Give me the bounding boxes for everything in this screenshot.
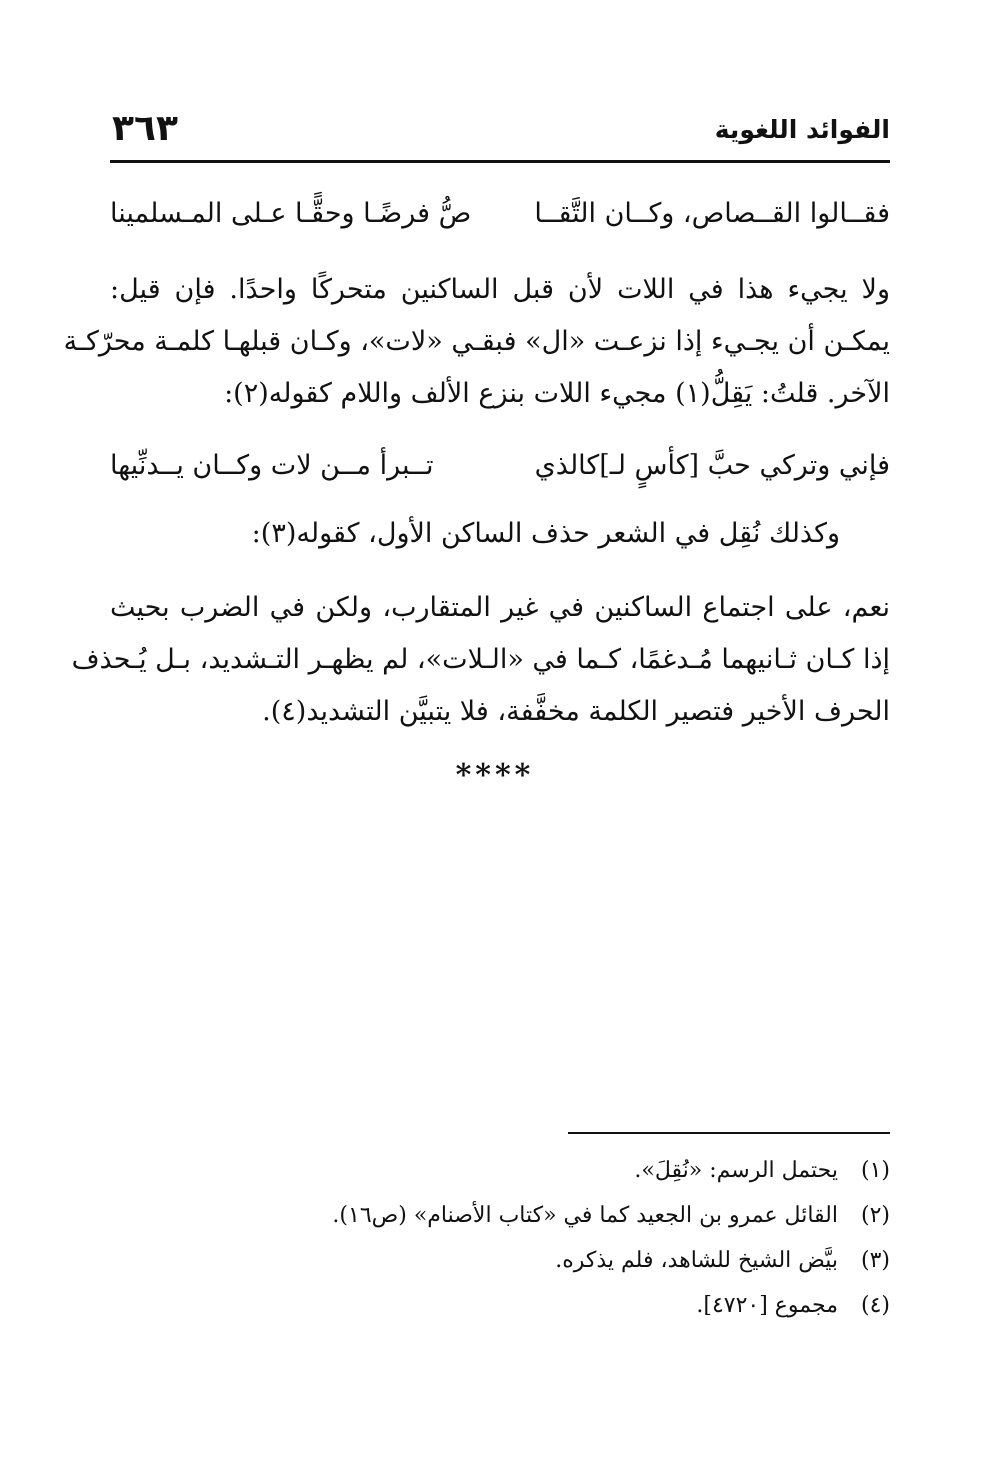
footnotes: [110, 1148, 890, 1328]
footnote-number: (١): [860, 1158, 890, 1183]
verse-1-first-hemistich: فقــالوا القــصاص، وكــان التَّقــا: [534, 197, 890, 229]
footnote-text: القائل عمرو بن الجعيد كما في «كتاب الأصنام» (ص١٦).: [332, 1203, 838, 1228]
verse-2: [110, 440, 890, 490]
running-title: الفوائد اللغوية: [714, 115, 890, 144]
footnote-number: (٢): [860, 1203, 890, 1228]
paragraph-3-line: الحرف الأخير فتصير الكلمة مخفَّفة، فلا يتبيَّن التشديد(٤).: [262, 696, 890, 727]
paragraph-3-line: إذا كـان ثـانيهما مُـدغمًا، كـما في «الـلات»، لم يظهـر التـشديد، بـل يُـحذف: [71, 644, 890, 675]
verse-2-second-hemistich: تــبرأ مــن لات وكــان يــدنِّيها: [110, 449, 434, 481]
verse-1-second-hemistich: صُّ فرضًـا وحقًّـا عـلى المـسلمينا: [110, 197, 472, 229]
verse-2-first-hemistich: فإني وتركي حبَّ [كأسٍ لـ]كالذي: [534, 449, 890, 481]
page-number: ٣٦٣: [112, 108, 178, 149]
footnote-number: (٣): [860, 1248, 890, 1273]
footnote-item: [110, 1148, 890, 1193]
paragraph-2: وكذلك نُقِل في الشعر حذف الساكن الأول، كقوله(٣):: [251, 518, 840, 549]
footnote-number: (٤): [860, 1293, 890, 1318]
footnote-text: يحتمل الرسم: «نُقِلَ».: [634, 1158, 838, 1183]
footnote-item: [110, 1283, 890, 1328]
footnote-rule: [568, 1132, 890, 1134]
footnote-text: بيَّض الشيخ للشاهد، فلم يذكره.: [555, 1248, 838, 1273]
paragraph-1-line: ولا يجيء هذا في اللات لأن قبل الساكنين متحركًا واحدًا. فإن قيل:: [110, 274, 890, 305]
paragraph-3-line: نعم، على اجتماع الساكنين في غير المتقارب، ولكن في الضرب بحيث: [110, 592, 890, 623]
verse-1: [110, 188, 890, 238]
footnote-text: مجموع [٤٧٢٠].: [696, 1293, 838, 1318]
paragraph-1-line: الآخر. قلتُ: يَقِلُّ(١) مجيء اللات بنزع الألف واللام كقوله(٢):: [224, 378, 890, 409]
header-rule: [110, 160, 890, 163]
section-separator: ****: [455, 758, 535, 793]
paragraph-3: [71, 582, 890, 738]
footnote-item: [110, 1238, 890, 1283]
paragraph-1: [63, 264, 890, 420]
footnote-item: [110, 1193, 890, 1238]
paragraph-1-line: يمكـن أن يجـيء إذا نزعـت «ال» فبقـي «لات»، وكـان قبلهـا كلمـة محرّكـة: [63, 326, 890, 357]
